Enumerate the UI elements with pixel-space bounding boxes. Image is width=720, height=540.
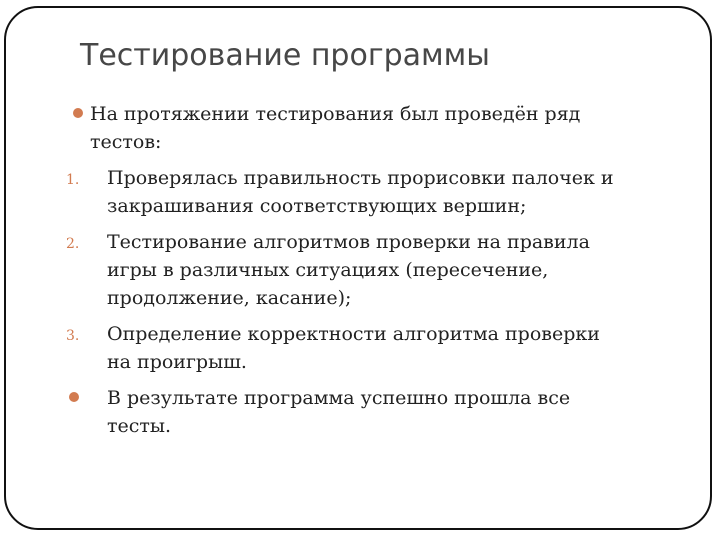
list-number: 3. <box>66 328 80 344</box>
item-line: тесты. <box>107 415 172 437</box>
bullet-item <box>107 384 570 440</box>
item-line: тестов: <box>90 131 162 153</box>
item-line: В результате программа успешно прошла все <box>107 387 571 409</box>
item-line: На протяжении тестирования был проведён ряд <box>90 103 581 125</box>
slide-title: Тестирование программы <box>80 38 490 73</box>
bullet-marker <box>69 392 79 402</box>
numbered-item <box>107 320 600 376</box>
item-line: игры в различных ситуациях (пересечение, <box>107 259 549 281</box>
numbered-item <box>107 164 614 220</box>
item-line: Определение корректности алгоритма проверки <box>107 323 600 345</box>
numbered-item <box>107 228 590 312</box>
list-number: 2. <box>66 236 80 252</box>
item-line: на проигрыш. <box>107 351 247 373</box>
list-number: 1. <box>66 172 80 188</box>
bullet-item <box>90 100 580 156</box>
item-line: Проверялась правильность прорисовки палочек и <box>107 167 614 189</box>
bullet-marker <box>73 108 83 118</box>
item-line: Тестирование алгоритмов проверки на правила <box>107 231 590 253</box>
item-line: продолжение, касание); <box>107 287 352 309</box>
item-line: закрашивания соответствующих вершин; <box>107 195 527 217</box>
